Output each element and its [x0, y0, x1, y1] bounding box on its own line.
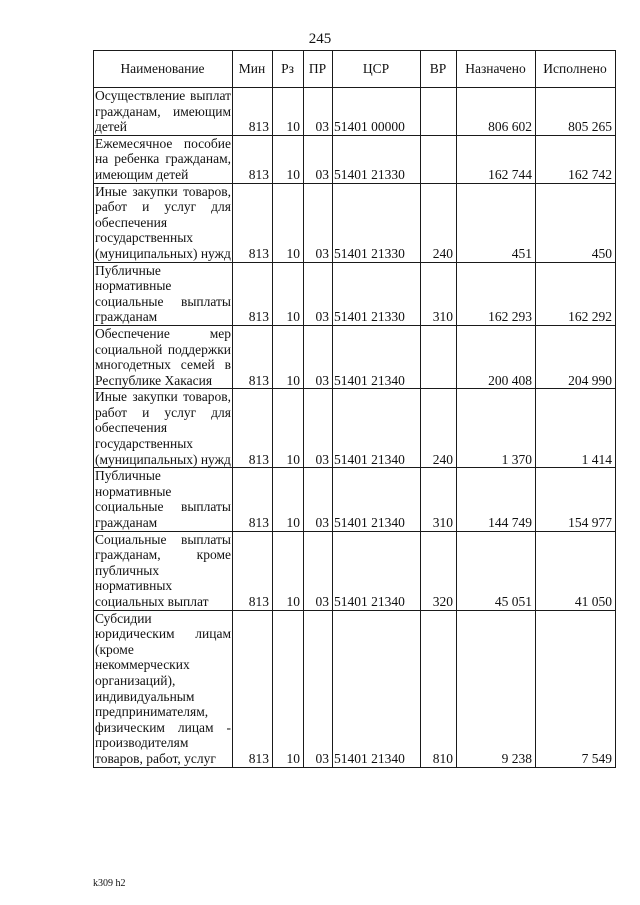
row-rz: 10 [273, 183, 304, 262]
header-vr: ВР [421, 51, 457, 88]
row-executed: 1 414 [536, 389, 616, 468]
row-min: 813 [233, 183, 273, 262]
row-pr: 03 [304, 183, 333, 262]
table-row [94, 531, 616, 610]
table-row [94, 389, 616, 468]
row-name: Публичные нормативные социальные выплаты гражданам [95, 262, 231, 325]
budget-table [93, 50, 616, 768]
table-row [94, 183, 616, 262]
row-rz: 10 [273, 135, 304, 183]
row-pr: 03 [304, 88, 333, 136]
row-executed: 204 990 [536, 325, 616, 388]
row-name: Иные закупки товаров, работ и услуг для обеспечения государственных (муниципальных) нужд [95, 389, 231, 467]
row-planned: 806 602 [457, 88, 536, 136]
row-vr [421, 88, 457, 136]
row-rz: 10 [273, 88, 304, 136]
row-executed: 41 050 [536, 531, 616, 610]
row-vr: 240 [421, 183, 457, 262]
row-vr: 320 [421, 531, 457, 610]
row-planned: 144 749 [457, 468, 536, 531]
row-executed: 450 [536, 183, 616, 262]
row-executed: 154 977 [536, 468, 616, 531]
row-planned: 1 370 [457, 389, 536, 468]
header-min: Мин [233, 51, 273, 88]
header-name: Наименование [94, 51, 233, 88]
row-rz: 10 [273, 531, 304, 610]
row-planned: 9 238 [457, 610, 536, 767]
row-min: 813 [233, 135, 273, 183]
table-row [94, 135, 616, 183]
header-csr: ЦСР [333, 51, 421, 88]
row-pr: 03 [304, 468, 333, 531]
row-name: Субсидии юридическим лицам (кроме некоммерческих организаций), индивидуальным предпринимателям, физическим лицам - производителям товаров, работ, услуг [95, 610, 231, 766]
row-pr: 03 [304, 262, 333, 325]
table-row [94, 88, 616, 136]
row-csr: 51401 21340 [333, 610, 421, 767]
row-min: 813 [233, 88, 273, 136]
page-number: 245 [308, 31, 332, 47]
row-executed: 162 292 [536, 262, 616, 325]
table-row [94, 610, 616, 767]
row-pr: 03 [304, 135, 333, 183]
row-csr: 51401 21330 [333, 262, 421, 325]
row-min: 813 [233, 262, 273, 325]
row-pr: 03 [304, 325, 333, 388]
row-name: Ежемесячное пособие на ребенка гражданам, имеющим детей [95, 135, 231, 182]
row-planned: 45 051 [457, 531, 536, 610]
row-name: Обеспечение мер социальной поддержки многодетных семей в Республике Хакасия [95, 325, 231, 388]
row-min: 813 [233, 531, 273, 610]
header-pr: ПР [304, 51, 333, 88]
row-csr: 51401 21330 [333, 135, 421, 183]
row-rz: 10 [273, 468, 304, 531]
row-min: 813 [233, 389, 273, 468]
row-csr: 51401 21340 [333, 468, 421, 531]
footer-document-code: k309 h2 [93, 878, 126, 889]
row-executed: 162 742 [536, 135, 616, 183]
row-planned: 162 293 [457, 262, 536, 325]
row-vr: 240 [421, 389, 457, 468]
row-name: Публичные нормативные социальные выплаты гражданам [95, 468, 231, 531]
row-name: Социальные выплаты гражданам, кроме публичных нормативных социальных выплат [95, 531, 231, 609]
row-planned: 162 744 [457, 135, 536, 183]
row-vr [421, 135, 457, 183]
row-min: 813 [233, 610, 273, 767]
row-csr: 51401 00000 [333, 88, 421, 136]
header-executed: Исполнено [536, 51, 616, 88]
row-csr: 51401 21330 [333, 183, 421, 262]
row-executed: 7 549 [536, 610, 616, 767]
table-row [94, 325, 616, 388]
row-csr: 51401 21340 [333, 389, 421, 468]
row-executed: 805 265 [536, 88, 616, 136]
row-vr: 310 [421, 262, 457, 325]
row-pr: 03 [304, 610, 333, 767]
row-csr: 51401 21340 [333, 325, 421, 388]
row-vr [421, 325, 457, 388]
row-pr: 03 [304, 531, 333, 610]
row-vr: 810 [421, 610, 457, 767]
table-row [94, 262, 616, 325]
row-csr: 51401 21340 [333, 531, 421, 610]
row-name: Иные закупки товаров, работ и услуг для обеспечения государственных (муниципальных) нужд [95, 183, 231, 261]
header-rz: Рз [273, 51, 304, 88]
table-header-row [94, 51, 616, 88]
header-planned: Назначено [457, 51, 536, 88]
table-row [94, 468, 616, 531]
row-vr: 310 [421, 468, 457, 531]
row-min: 813 [233, 325, 273, 388]
row-min: 813 [233, 468, 273, 531]
row-rz: 10 [273, 389, 304, 468]
row-rz: 10 [273, 262, 304, 325]
row-planned: 451 [457, 183, 536, 262]
row-rz: 10 [273, 325, 304, 388]
row-name: Осуществление выплат гражданам, имеющим детей [95, 88, 231, 135]
row-planned: 200 408 [457, 325, 536, 388]
row-pr: 03 [304, 389, 333, 468]
row-rz: 10 [273, 610, 304, 767]
